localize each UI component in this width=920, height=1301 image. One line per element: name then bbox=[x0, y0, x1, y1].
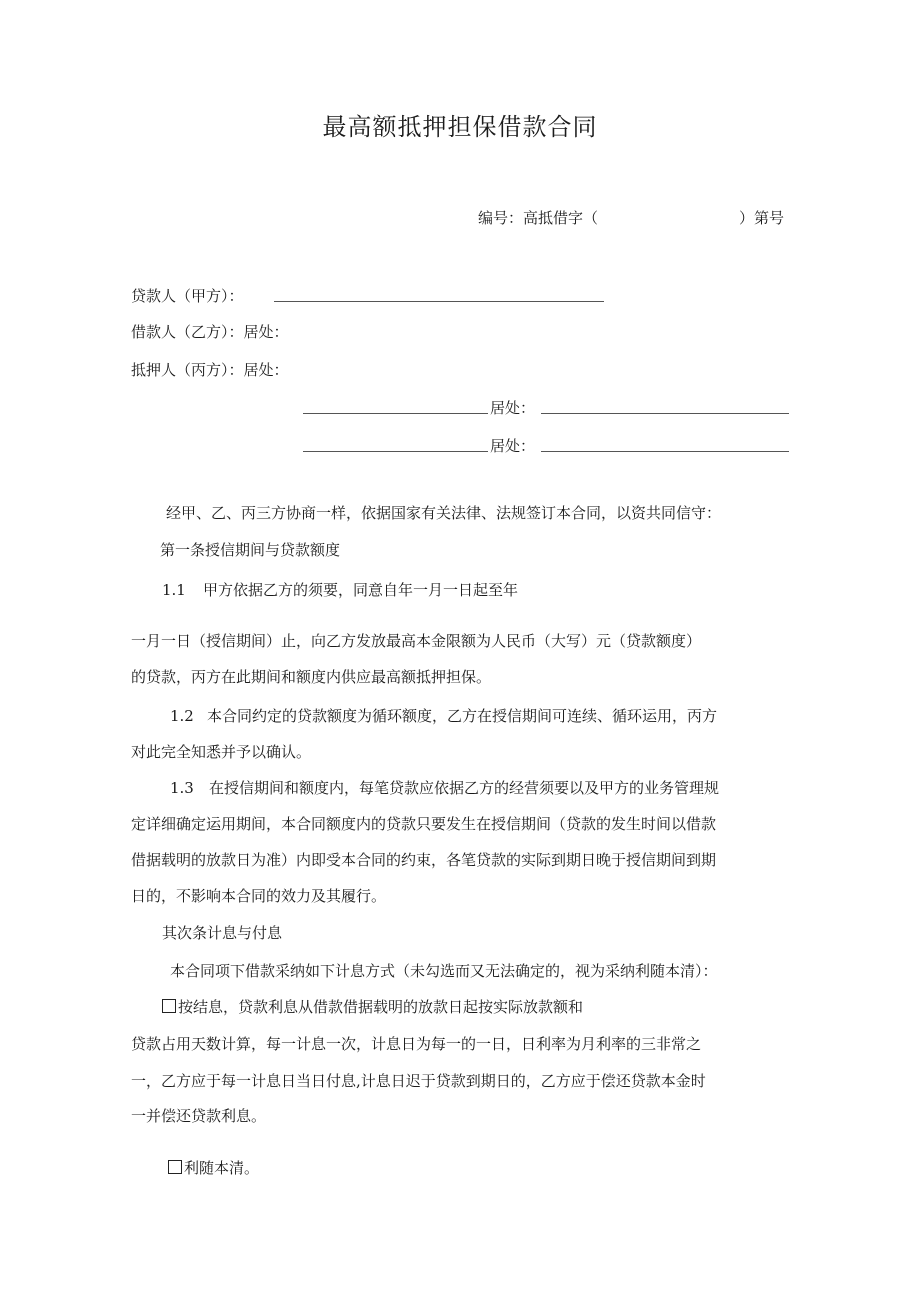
article-2-heading: 其次条计息与付息 bbox=[162, 924, 283, 942]
lender-label: 贷款人（甲方）： bbox=[131, 287, 244, 305]
clause-1-3-line-1: 在授信期间和额度内，每笔贷款应依据乙方的经营须要以及甲方的业务管理规 bbox=[209, 779, 720, 797]
option-1-line-1: 按结息，贷款利息从借款借据载明的放款日起按实际放款额和 bbox=[178, 998, 584, 1016]
address-line-1 bbox=[541, 413, 789, 414]
clause-1-1-number: 1.1 bbox=[162, 581, 186, 599]
option-lump-sum bbox=[168, 1158, 259, 1178]
clause-1-1-line-2: 一月一日（授信期间）止，向乙方发放最高本金限额为人民币（大写）元（贷款额度） bbox=[131, 632, 702, 650]
article-2-intro: 本合同项下借款采纳如下计息方式（未勾选而又无法确定的，视为采纳利随本清）： bbox=[170, 962, 718, 980]
option-2-label: 利随本清。 bbox=[184, 1159, 260, 1177]
clause-1-1-line-3: 的贷款，丙方在此期间和额度内供应最高额抵押担保。 bbox=[131, 668, 492, 686]
clause-1-2-line-2: 对此完全知悉并予以确认。 bbox=[131, 743, 312, 761]
option-1-line-3: 一，乙方应于每一计息日当日付息,计息日迟于贷款到期日的，乙方应于偿还贷款本金时 bbox=[131, 1072, 706, 1090]
address-label-2: 居处： bbox=[490, 437, 536, 455]
intro-paragraph: 经甲、乙、丙三方协商一样，依据国家有关法律、法规签订本合同，以资共同信守： bbox=[166, 504, 722, 522]
checkbox-periodic-interest[interactable] bbox=[162, 999, 176, 1013]
clause-1-3-number: 1.3 bbox=[170, 779, 194, 797]
clause-1-2-number: 1.2 bbox=[170, 707, 194, 725]
contract-number-prefix: 编号：高抵借字（ bbox=[478, 209, 599, 227]
checkbox-lump-sum[interactable] bbox=[168, 1160, 182, 1174]
option-1-line-2: 贷款占用天数计算，每一计息一次，计息日为每一的一日，日利率为月利率的三非常之 bbox=[131, 1035, 702, 1053]
mortgagor-label: 抵押人（丙方）：居处： bbox=[131, 361, 289, 379]
clause-1-3-line-4: 日的，不影响本合同的效力及其履行。 bbox=[131, 887, 387, 905]
address-label-1: 居处： bbox=[490, 399, 536, 417]
address-line-2 bbox=[541, 451, 789, 452]
clause-1-3-line-2: 定详细确定运用期间，本合同额度内的贷款只要发生在授信期间（贷款的发生时间以借款 bbox=[131, 815, 717, 833]
page-title: 最高额抵押担保借款合同 bbox=[322, 113, 598, 141]
borrower-label: 借款人（乙方）：居处： bbox=[131, 323, 289, 341]
mortgagor-name-line-1 bbox=[303, 413, 488, 414]
option-monthly-interest bbox=[162, 997, 583, 1017]
lender-blank-line bbox=[274, 301, 604, 302]
clause-1-1-line-1: 甲方依据乙方的须要，同意自年一月一日起至年 bbox=[203, 581, 519, 599]
option-1-line-4: 一并偿还贷款利息。 bbox=[131, 1107, 267, 1125]
clause-1-3-line-3: 借据载明的放款日为准）内即受本合同的约束，各笔贷款的实际到期日晚于授信期间到期 bbox=[131, 851, 717, 869]
contract-number-suffix: ）第号 bbox=[739, 209, 785, 227]
article-1-heading: 第一条授信期间与贷款额度 bbox=[160, 541, 341, 559]
clause-1-2-line-1: 本合同约定的贷款额度为循环额度，乙方在授信期间可连续、循环运用，丙方 bbox=[207, 707, 718, 725]
mortgagor-name-line-2 bbox=[303, 451, 488, 452]
